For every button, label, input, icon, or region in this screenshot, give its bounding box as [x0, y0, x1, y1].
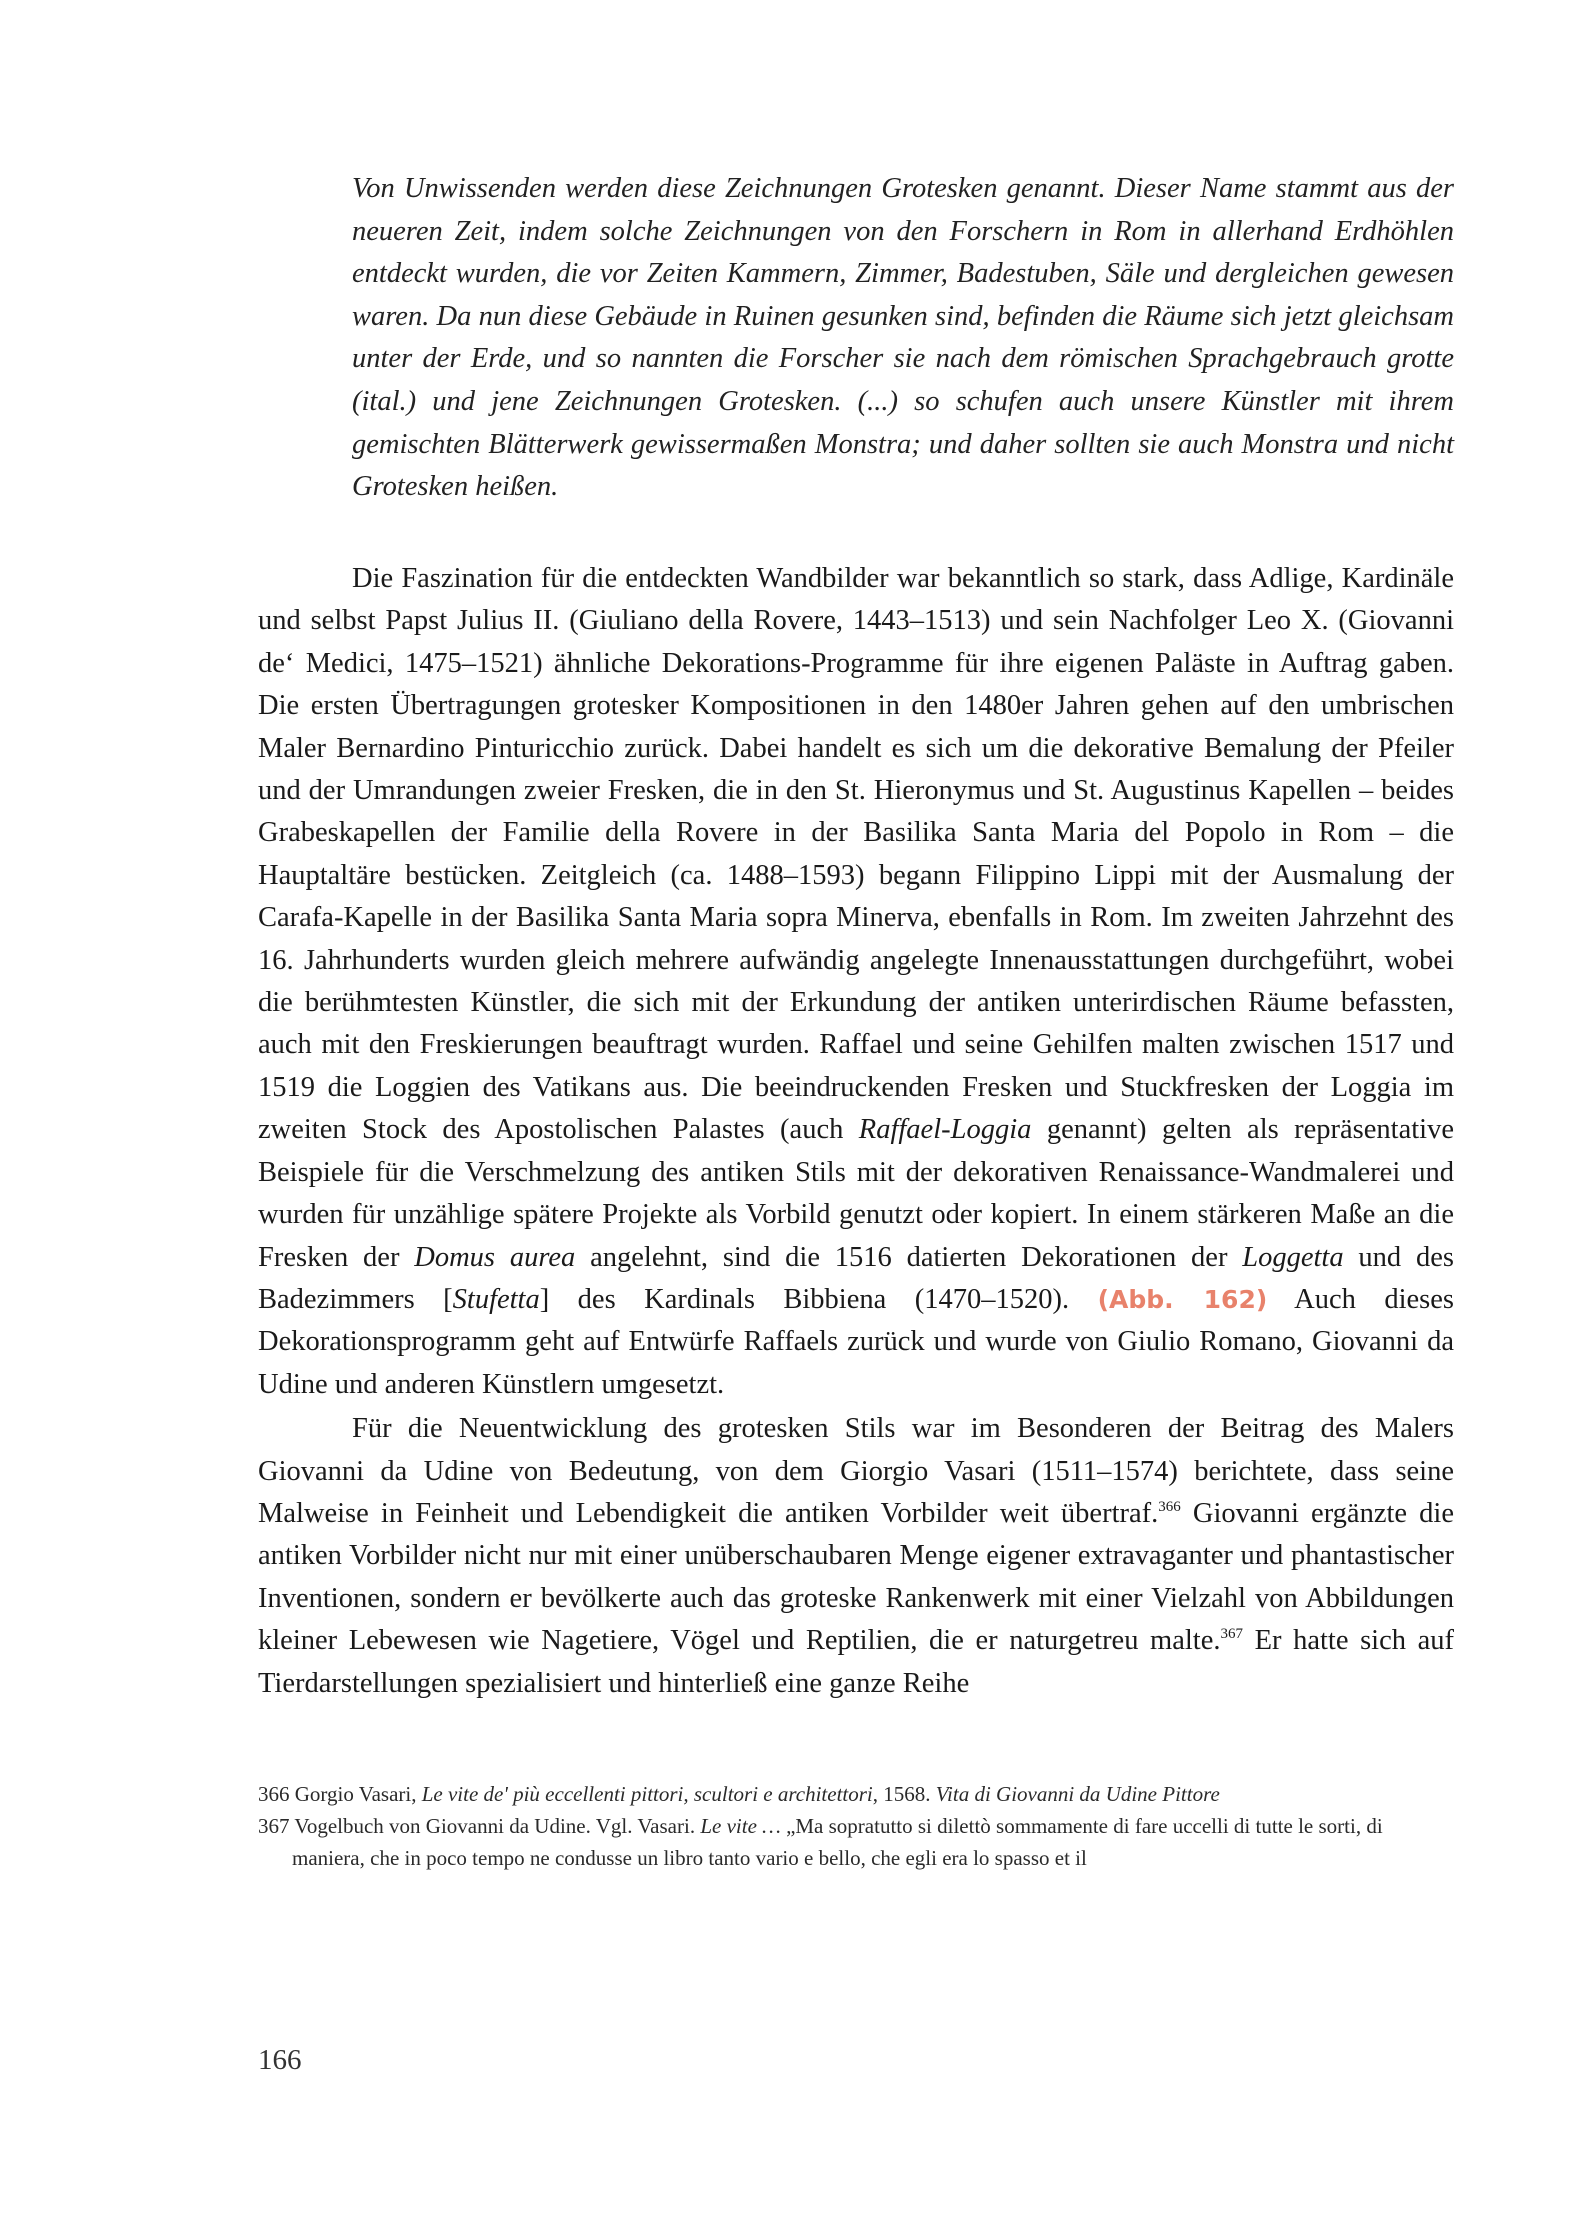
footnote-366-title: Le vite de' più eccellenti pittori, scultori e architettori	[421, 1782, 873, 1806]
term-raffael-loggia: Raffael-Loggia	[858, 1114, 1032, 1146]
footnote-366-text-b: , 1568.	[872, 1782, 936, 1806]
term-loggetta: Loggetta	[1242, 1241, 1344, 1273]
footnote-367	[258, 1810, 1454, 1874]
paragraph-1	[258, 558, 1454, 1406]
footnote-367-text-a: 367 Vogelbuch von Giovanni da Udine. Vgl. Vasari.	[258, 1814, 701, 1838]
footnote-366	[258, 1778, 1454, 1810]
footnote-marker-367[interactable]: 367	[1220, 1626, 1243, 1643]
block-quote	[352, 168, 1454, 509]
paragraph-2-text-a: Für die Neuentwicklung des grotesken Stils war im Besonderen der Beitrag des Malers Giovanni da Udine von Bedeutung, von dem Giorgio Vasari (1511–1574) berichtete, dass seine Malweise in Feinheit und Lebendigkeit die antiken Vorbilder weit übertraf.	[258, 1413, 1454, 1529]
footnote-367-title: Le vite …	[700, 1814, 781, 1838]
quote-text: Von Unwissenden werden diese Zeichnungen Grotesken genannt. Dieser Name stammt aus der neueren Zeit, indem solche Zeichnungen von den Forschern in Rom in allerhand Erdhöhlen entdeckt wurden, die vor Zeiten Kammern, Zimmer, Badestuben, Säle und dergleichen gewesen waren. Da nun diese Gebäude in Ruinen gesunken sind, befinden die Räume sich jetzt gleichsam unter der Erde, und so nannten die Forscher sie nach dem römischen Sprachgebrauch grotte (ital.) und jene Zeichnungen Grotesken. (...) so schufen auch unsere Künstler mit ihrem gemischten Blätterwerk gewissermaßen Monstra; und daher sollten sie auch Monstra und nicht Grotesken heißen.	[352, 173, 1454, 503]
footnote-367-text-b: „Ma sopratutto si dilettò sommamente di fare uccelli di tutte le sorti, di maniera, che in poco tempo ne condusse un libro tanto vario e bello, che egli era lo spasso et il	[292, 1814, 1383, 1870]
paragraph-2	[258, 1408, 1454, 1705]
term-stufetta: Stufetta	[452, 1283, 540, 1315]
footnote-marker-366[interactable]: 366	[1158, 1498, 1181, 1515]
paragraph-2-text-b: Giovanni ergänzte die antiken Vorbilder nicht nur mit einer unüberschaubaren Menge eigener extravaganter und phantastischer Inventionen, sondern er bevölkerte auch das groteske Rankenwerk mit einer Vielzahl von Abbildungen kleiner Lebewesen wie Nagetiere, Vögel und Reptilien, die er naturgetreu malte.	[258, 1497, 1454, 1657]
figure-reference-link[interactable]: (Abb. 162)	[1097, 1284, 1268, 1314]
paragraph-2-text-c: Er hatte sich auf Tierdarstellungen spezialisiert und hinterließ eine ganze Reihe	[258, 1625, 1454, 1699]
footnotes	[258, 1778, 1454, 1874]
paragraph-1-text-c: angelehnt, sind die 1516 datierten Dekorationen der	[575, 1241, 1243, 1273]
paragraph-1-text-a: Die Faszination für die entdeckten Wandbilder war bekanntlich so stark, dass Adlige, Kardinäle und selbst Papst Julius II. (Giuliano della Rovere, 1443–1513) und sein Nachfolger Leo X. (Giovanni de‘ Medici, 1475–1521) ähnliche Dekorations-Programme für ihre eigenen Paläste in Auftrag gaben. Die ersten Übertragungen grotesker Kompositionen in den 1480er Jahren gehen auf den umbrischen Maler Bernardino Pinturicchio zurück. Dabei handelt es sich um die dekorative Bemalung der Pfeiler und der Umrandungen zweier Fresken, die in den St. Hieronymus und St. Augustinus Kapellen – beides Grabeskapellen der Familie della Rovere in der Basilika Santa Maria del Popolo in Rom – die Hauptaltäre bestücken. Zeitgleich (ca. 1488–1593) begann Filippino Lippi mit der Ausmalung der Carafa-Kapelle in der Basilika Santa Maria sopra Minerva, ebenfalls in Rom. Im zweiten Jahrzehnt des 16. Jahrhunderts wurden gleich mehrere aufwändig angelegte Innenausstattungen durchgeführt, wobei die berühmtesten Künstler, die sich mit der Erkundung der antiken unterirdischen Räume befassten, auch mit den Freskierungen beauftragt wurden. Raffael und seine Gehilfen malten zwischen 1517 und 1519 die Loggien des Vatikans aus. Die beeindruckenden Fresken und Stuckfresken der Loggia im zweiten Stock des Apostolischen Palastes (auch	[258, 563, 1454, 1146]
footnote-366-chapter: Vita di Giovanni da Udine Pittore	[935, 1782, 1220, 1806]
term-domus-aurea: Domus aurea	[414, 1241, 576, 1273]
footnote-366-text-a: 366 Gorgio Vasari,	[258, 1782, 422, 1806]
paragraph-1-text-f: Auch dieses Dekorationsprogramm geht auf Entwürfe Raffaels zurück und wurde von Giulio Romano, Giovanni da Udine und anderen Künstlern umgesetzt.	[258, 1283, 1455, 1400]
page-number: 166	[258, 2044, 302, 2076]
body-text	[258, 558, 1454, 1705]
paragraph-1-text-d: und des Badezimmers [	[258, 1241, 1454, 1315]
paragraph-1-text-b: genannt) gelten als repräsentative Beispiele für die Verschmelzung des antiken Stils mit der dekorativen Renaissance-Wandmalerei und wurden für unzählige spätere Projekte als Vorbild genutzt oder kopiert. In einem stärkeren Maße an die Fresken der	[258, 1114, 1454, 1273]
paragraph-1-text-e: ] des Kardinals Bibbiena (1470–1520).	[539, 1283, 1098, 1315]
